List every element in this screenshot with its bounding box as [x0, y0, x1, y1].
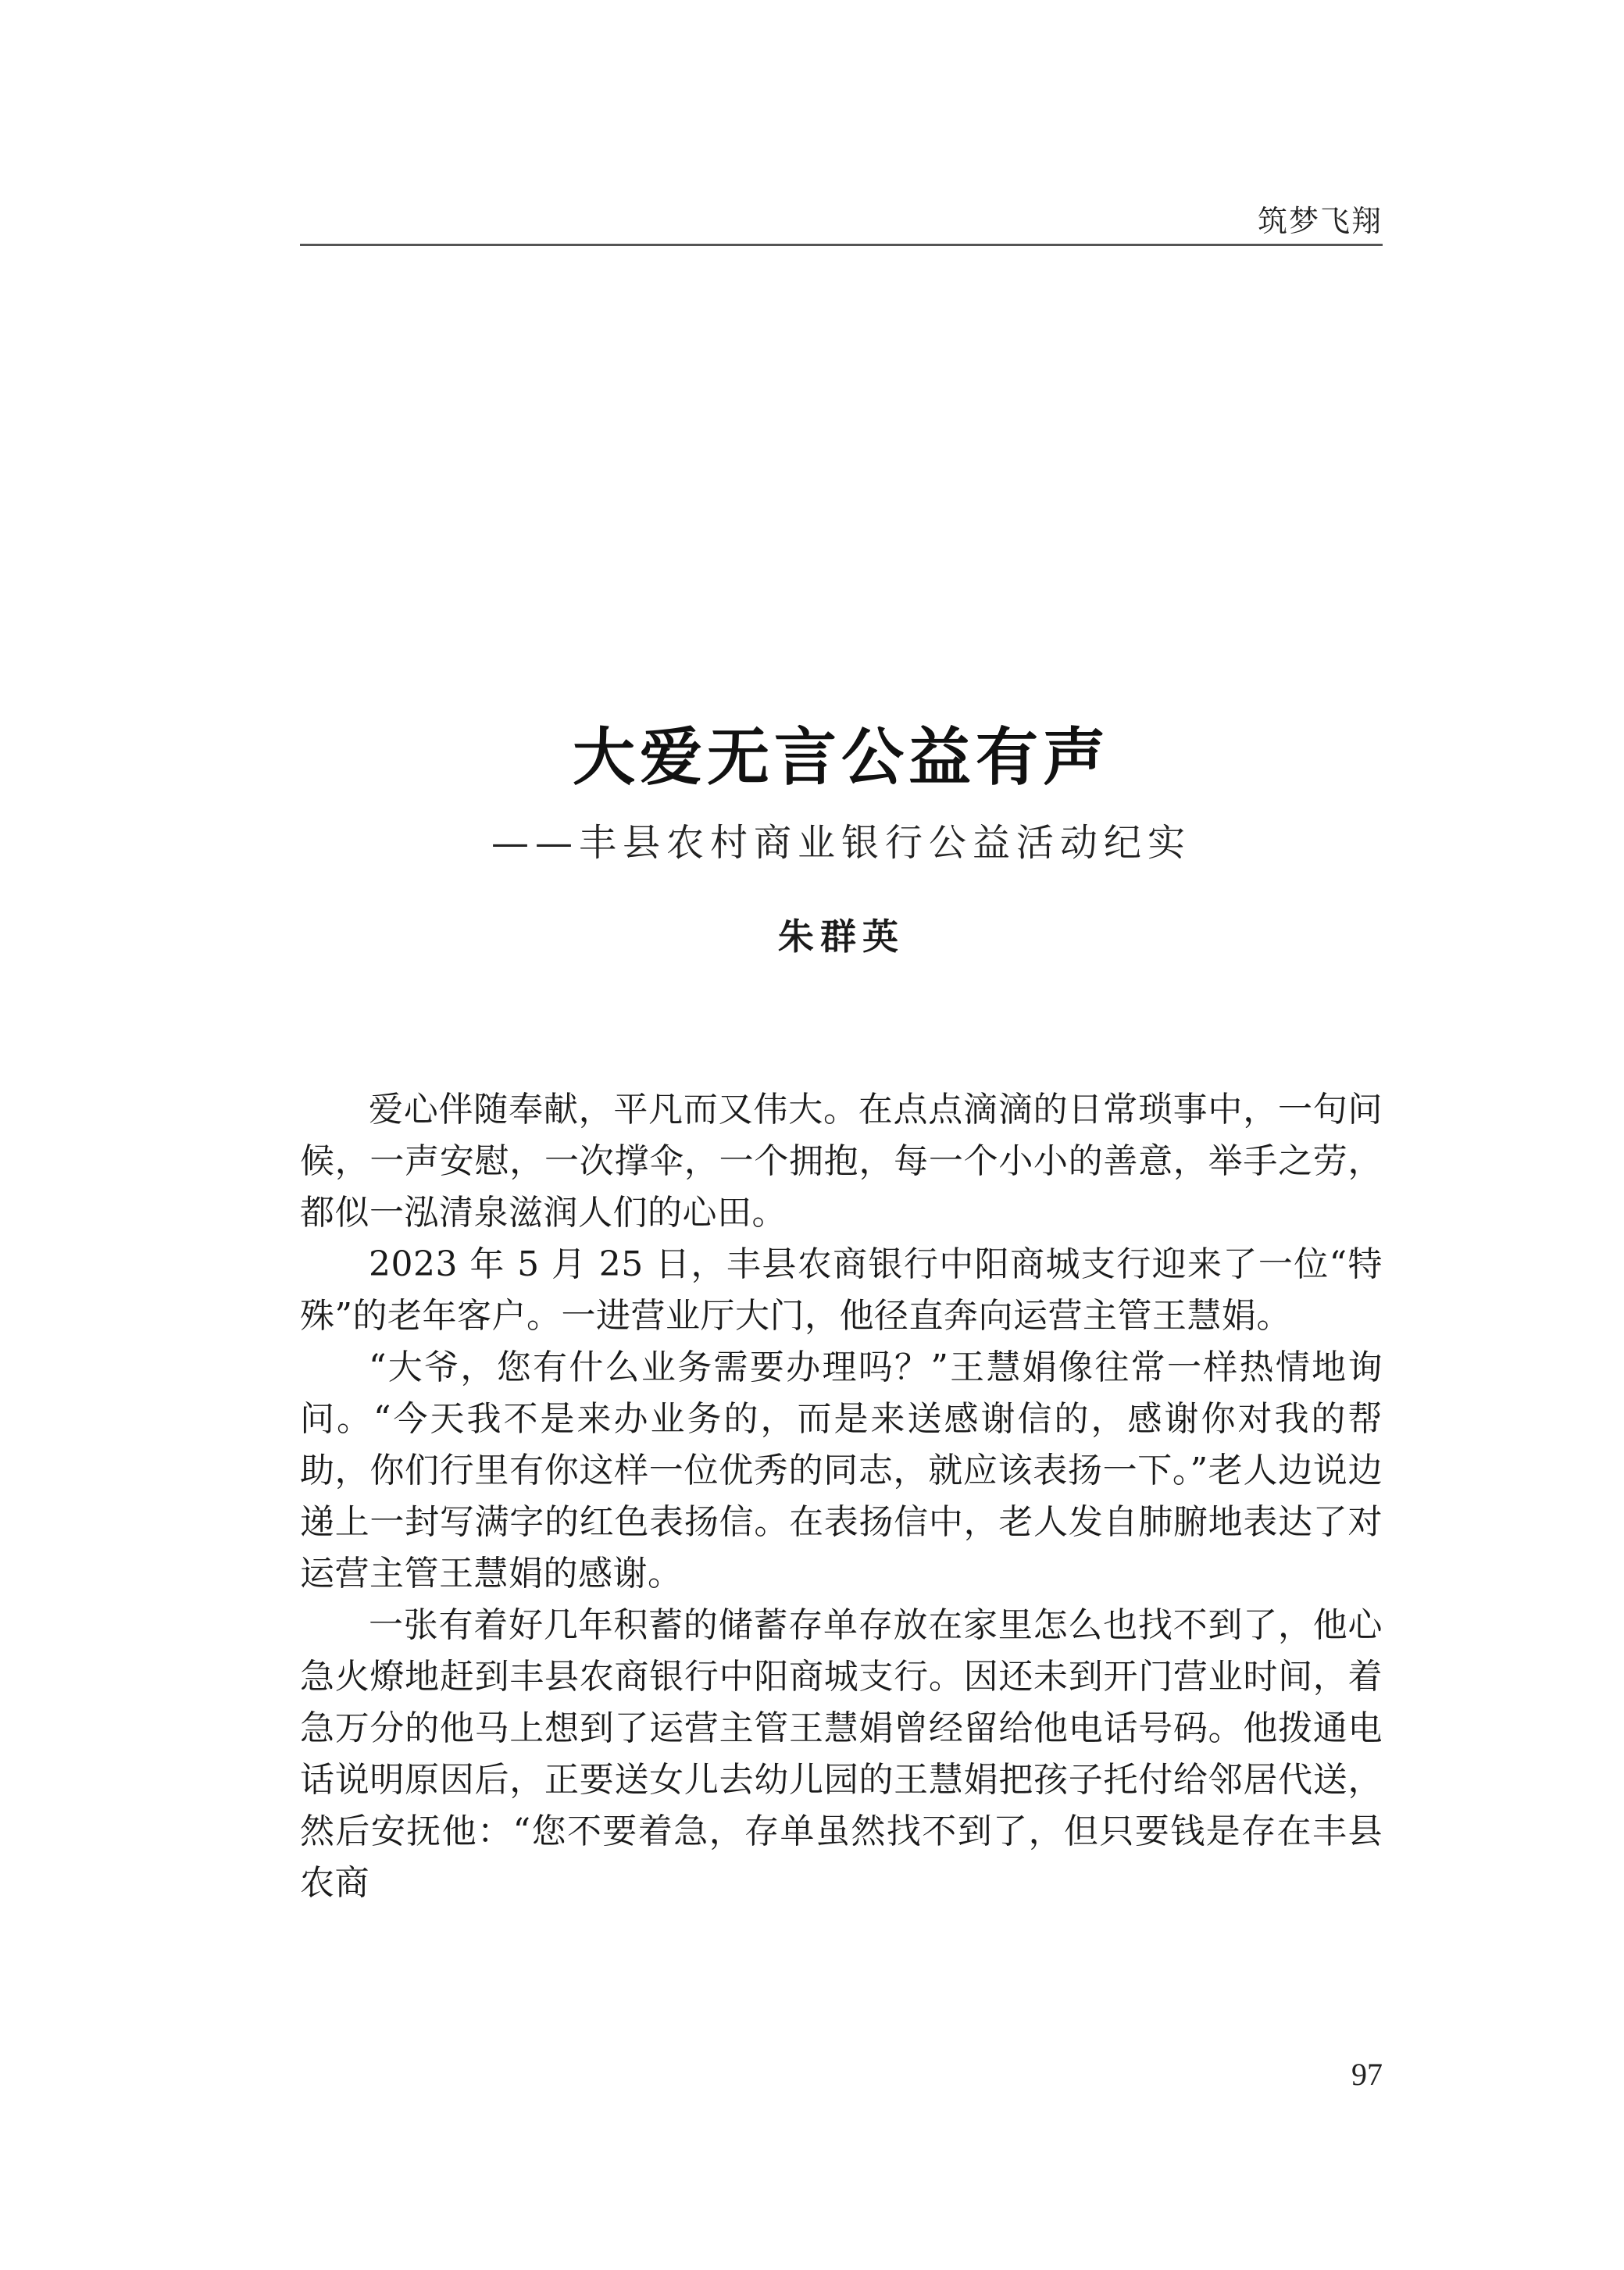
paragraph: 2023 年 5 月 25 日，丰县农商银行中阳商城支行迎来了一位“特殊”的老年客户。一进营业厅大门，他径直奔向运营主管王慧娟。 [300, 1244, 1383, 1336]
paragraph: 一张有着好几年积蓄的储蓄存单存放在家里怎么也找不到了，他心急火燎地赶到丰县农商银行中阳商城支行。因还未到开门营业时间，着急万分的他马上想到了运营主管王慧娟曾经留给他电话号码。他拨通电话说明原因后，正要送女儿去幼儿园的王慧娟把孩子托付给邻居代送，然后安抚他：“您不要着急，存单虽然找不到了，但只要钱是存在丰县农商 [300, 1605, 1383, 1903]
article-subtitle: ——丰县农村商业银行公益活动纪实 [491, 821, 1191, 865]
paragraph: “大爷，您有什么业务需要办理吗？”王慧娟像往常一样热情地询问。“今天我不是来办业务的，而是来送感谢信的，感谢你对我的帮助，你们行里有你这样一位优秀的同志，就应该表扬一下。”老人边说边递上一封写满字的红色表扬信。在表扬信中，老人发自肺腑地表达了对运营主管王慧娟的感谢。 [300, 1347, 1383, 1594]
running-header: 筑梦飞翔 [1257, 204, 1383, 238]
article-title: 大爱无言公益有声 [573, 720, 1110, 794]
paragraph: 爱心伴随奉献，平凡而又伟大。在点点滴滴的日常琐事中，一句问候，一声安慰，一次撑伞，一个拥抱，每一个小小的善意，举手之劳，都似一泓清泉滋润人们的心田。 [300, 1090, 1383, 1233]
header-divider [300, 244, 1383, 246]
article-body [300, 1084, 1383, 1909]
article-author: 朱群英 [778, 915, 905, 958]
page-number: 97 [1351, 2057, 1383, 2092]
